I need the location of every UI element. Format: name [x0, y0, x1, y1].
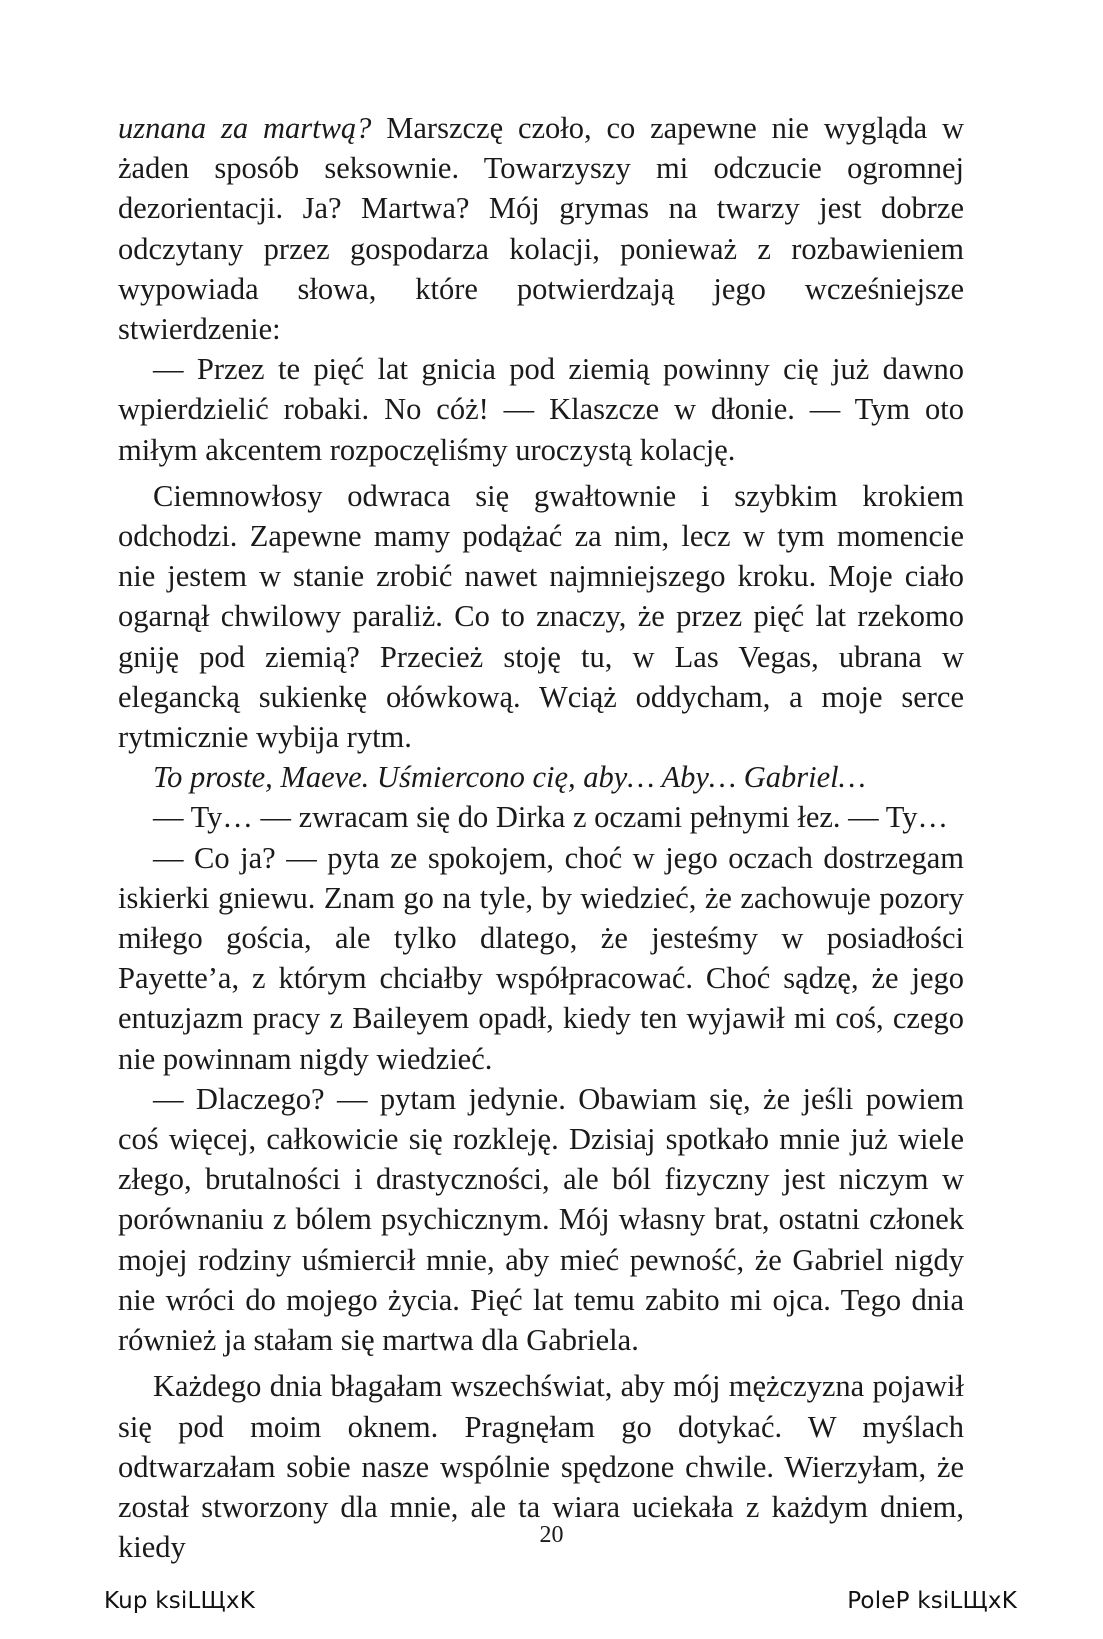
italic-text: uznana za martwą?: [118, 111, 372, 145]
buy-book-link[interactable]: Kup ksiLЩxK: [104, 1588, 255, 1614]
paragraph-text: Ciemnowłosy odwraca się gwałtownie i szybkim krokiem odchodzi. Zapewne mamy podążać za nim, lecz w tym momencie nie jestem w stanie zrobić nawet najmniejszego kroku. Moje ciało ogarnął chwilowy paraliż. Co to znaczy, że przez pięć lat rzekomo gniję pod ziemią? Przecież stoję tu, w Las Vegas, ubrana w elegancką sukienkę ołówkową. Wciąż oddycham, a moje serce rytmicznie wybija rytm.: [118, 478, 964, 755]
body-paragraph: [118, 476, 964, 757]
paragraph-text: Marszczę czoło, co zapewne nie wygląda w żaden sposób seksownie. Towarzyszy mi odczucie ogromnej dezorientacji. Ja? Martwa? Mój grymas na twarzy jest dobrze odczytany przez gospodarza kolacji, ponieważ z rozbawieniem wypowiada słowa, które potwierdzają jego wcześniejsze stwierdzenie:: [118, 111, 964, 347]
paragraph-text: — Dlaczego? — pytam jedynie. Obawiam się, że jeśli powiem coś więcej, całkowicie się rozkleję. Dzisiaj spotkało mnie już wiele złego, brutalności i drastyczności, ale ból fizyczny jest niczym w porównaniu z bólem psychicznym. Mój własny brat, ostatni członek mojej rodziny uśmiercił mnie, aby mieć pewność, że Gabriel nigdy nie wróci do mojego życia. Pięć lat temu zabito mi ojca. Tego dnia również ja stałam się martwa dla Gabriela.: [118, 1081, 964, 1358]
body-paragraph: [118, 757, 964, 797]
paragraph-text: Każdego dnia błagałam wszechświat, aby mój mężczyzna pojawił się pod moim oknem. Pragnęłam go dotykać. W myślach odtwarzałam sobie nasze wspólnie spędzone chwile. Wierzyłam, że został stworzony dla mnie, ale ta wiara uciekała z każdym dniem, kiedy: [118, 1369, 964, 1565]
paragraph-text: — Ty… — zwracam się do Dirka z oczami pełnymi łez. — Ty…: [153, 800, 949, 835]
body-paragraph: [118, 1079, 964, 1360]
body-paragraph: [118, 797, 964, 837]
page-body: [118, 108, 964, 1567]
body-paragraph: [118, 838, 964, 1079]
body-paragraph: [118, 108, 964, 349]
page-number: 20: [539, 1522, 564, 1548]
recommend-book-link[interactable]: PoleP ksiLЩxK: [847, 1588, 1017, 1614]
paragraph-text: — Co ja? — pyta ze spokojem, choć w jego oczach dostrzegam iskierki gniewu. Znam go na tyle, by wiedzieć, że zachowuje pozory miłego gościa, ale tylko dlatego, że jesteśmy w posiadłości Payette’a, z którym chciałby współpracować. Choć sądzę, że jego entuzjazm pracy z Baileyem opadł, kiedy ten wyjawił mi coś, czego nie powinnam nigdy wiedzieć.: [118, 840, 964, 1076]
paragraph-text: — Przez te pięć lat gnicia pod ziemią powinny cię już dawno wpierdzielić robaki. No cóż! — Klaszcze w dłonie. — Tym oto miłym akcentem rozpoczęliśmy uroczystą kolację.: [118, 352, 964, 467]
italic-text: To proste, Maeve. Uśmiercono cię, aby… Aby… Gabriel…: [153, 760, 866, 795]
body-paragraph: [118, 349, 964, 470]
